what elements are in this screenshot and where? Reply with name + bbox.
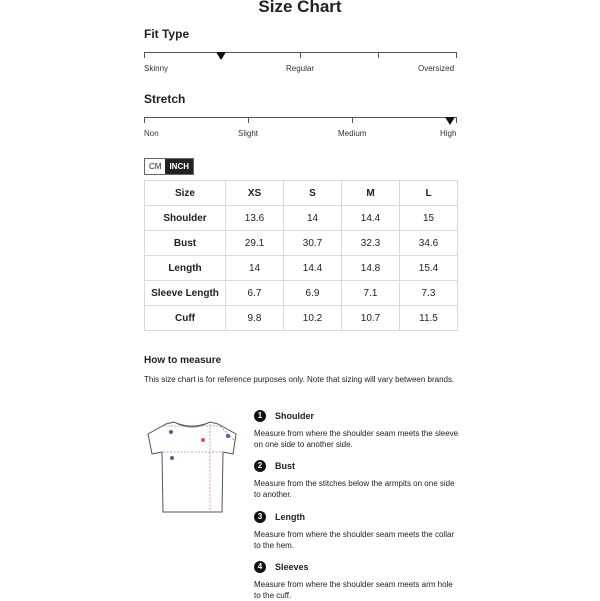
row-label: Length xyxy=(145,256,226,281)
fit-label-oversized: Oversized xyxy=(418,64,455,73)
table-cell: 7.3 xyxy=(400,281,458,306)
fit-type-title: Fit Type xyxy=(144,27,190,41)
size-table xyxy=(144,180,458,331)
table-cell: 29.1 xyxy=(226,231,284,256)
table-row xyxy=(145,306,458,331)
step-name: Shoulder xyxy=(275,411,315,421)
fit-type-scale xyxy=(144,52,457,61)
how-to-measure-text: This size chart is for reference purposes only. Note that sizing will vary between brands. xyxy=(144,375,455,384)
table-cell: 15 xyxy=(400,206,458,231)
table-cell: 14.8 xyxy=(342,256,400,281)
header-size: Size xyxy=(145,181,226,206)
shoulder-point xyxy=(169,430,173,434)
header-l: L xyxy=(400,181,458,206)
step-name: Sleeves xyxy=(275,562,309,572)
table-cell: 14 xyxy=(284,206,342,231)
stretch-scale xyxy=(144,117,457,126)
scale-tick xyxy=(144,118,145,123)
scale-tick xyxy=(352,118,353,123)
stretch-label-non: Non xyxy=(144,129,159,138)
stretch-label-slight: Slight xyxy=(238,129,259,138)
unit-inch-button[interactable]: INCH xyxy=(165,159,193,174)
scale-tick xyxy=(456,53,457,58)
table-cell: 6.9 xyxy=(284,281,342,306)
table-cell: 11.5 xyxy=(400,306,458,331)
table-row xyxy=(145,231,458,256)
table-row xyxy=(145,206,458,231)
table-cell: 9.8 xyxy=(226,306,284,331)
stretch-marker xyxy=(445,117,455,125)
table-cell: 15.4 xyxy=(400,256,458,281)
step-number-badge: 4 xyxy=(254,561,266,573)
table-cell: 14.4 xyxy=(342,206,400,231)
bust-point xyxy=(170,456,174,460)
table-cell: 14 xyxy=(226,256,284,281)
step-number-badge: 2 xyxy=(254,460,266,472)
table-cell: 6.7 xyxy=(226,281,284,306)
scale-tick xyxy=(456,118,457,123)
sleeve-point xyxy=(226,434,230,438)
step-description: Measure from where the shoulder seam meets arm hole to the cuff. xyxy=(254,580,453,600)
scale-tick xyxy=(300,53,301,58)
table-cell: 32.3 xyxy=(342,231,400,256)
table-header-row xyxy=(145,181,458,206)
step-name: Bust xyxy=(275,461,295,471)
step-number-badge: 1 xyxy=(254,410,266,422)
tshirt-outline xyxy=(148,422,236,512)
table-cell: 34.6 xyxy=(400,231,458,256)
step-description: Measure from the stitches below the armpits on one side to another. xyxy=(254,479,455,499)
table-cell: 7.1 xyxy=(342,281,400,306)
stretch-label-medium: Medium xyxy=(338,129,367,138)
table-cell: 13.6 xyxy=(226,206,284,231)
row-label: Cuff xyxy=(145,306,226,331)
table-cell: 10.7 xyxy=(342,306,400,331)
step-description: Measure from where the shoulder seam meets the sleeve on one side to another side. xyxy=(254,429,459,449)
header-xs: XS xyxy=(226,181,284,206)
page-title: Size Chart xyxy=(258,0,342,16)
stretch-label-high: High xyxy=(440,129,457,138)
fit-type-marker xyxy=(216,52,226,60)
table-row xyxy=(145,281,458,306)
row-label: Shoulder xyxy=(145,206,226,231)
table-cell: 10.2 xyxy=(284,306,342,331)
fit-label-skinny: Skinny xyxy=(144,64,169,73)
scale-tick xyxy=(144,53,145,58)
stretch-title: Stretch xyxy=(144,92,186,106)
row-label: Sleeve Length xyxy=(145,281,226,306)
header-s: S xyxy=(284,181,342,206)
unit-cm-button[interactable]: CM xyxy=(149,162,162,171)
fit-label-regular: Regular xyxy=(286,64,315,73)
step-number-badge: 3 xyxy=(254,511,266,523)
how-to-measure-title: How to measure xyxy=(144,355,222,366)
unit-toggle xyxy=(144,158,194,175)
table-cell: 30.7 xyxy=(284,231,342,256)
header-m: M xyxy=(342,181,400,206)
table-row xyxy=(145,256,458,281)
table-cell: 14.4 xyxy=(284,256,342,281)
scale-tick xyxy=(378,53,379,58)
step-name: Length xyxy=(275,512,305,522)
row-label: Bust xyxy=(145,231,226,256)
scale-tick xyxy=(248,118,249,123)
tshirt-diagram xyxy=(146,418,238,516)
length-point xyxy=(201,438,205,442)
step-description: Measure from where the shoulder seam meets the collar to the hem. xyxy=(254,530,455,550)
